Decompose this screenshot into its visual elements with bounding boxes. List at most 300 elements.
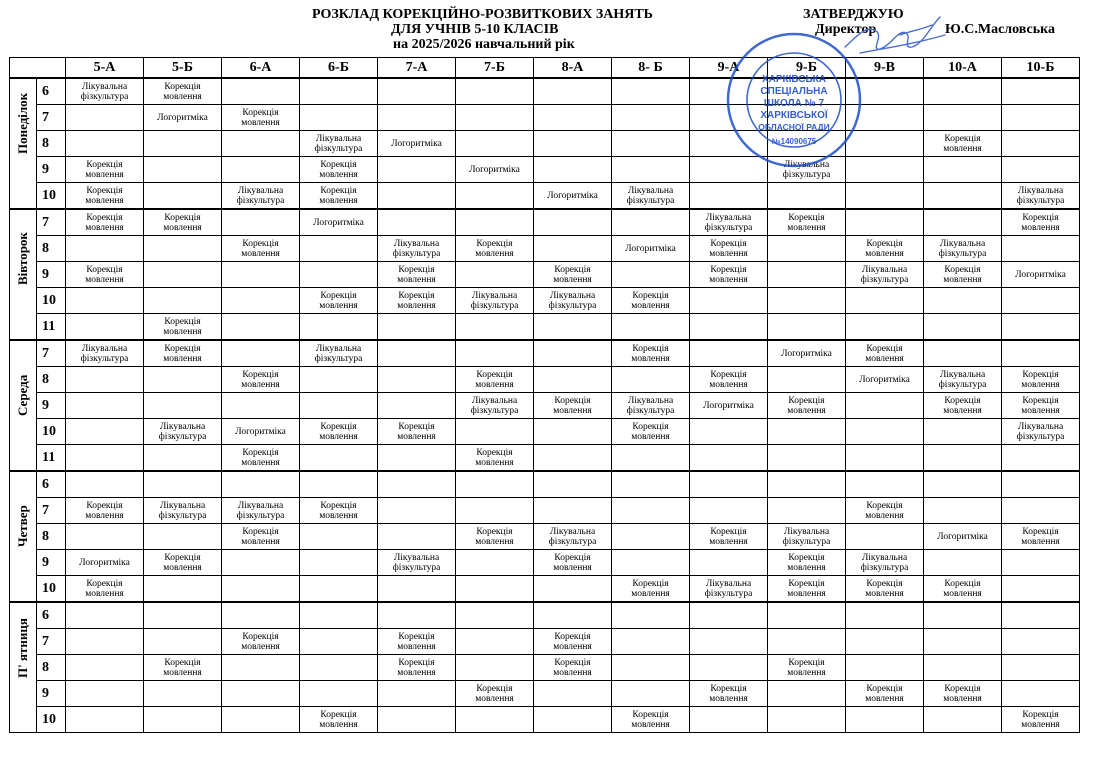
activity-text: Лікувальна [705, 212, 752, 223]
schedule-cell [768, 236, 846, 262]
activity-text: мовлення [787, 222, 826, 233]
class-header: 6-А [222, 58, 300, 79]
schedule-cell [378, 550, 456, 576]
lesson-row [10, 367, 1080, 393]
schedule-cell [378, 681, 456, 707]
activity-text: Корекція [788, 552, 825, 563]
activity-text: фізкультура [626, 405, 675, 416]
activity-text: Корекція [1022, 709, 1059, 720]
schedule-cell [144, 681, 222, 707]
schedule-cell [456, 236, 534, 262]
day-label [10, 471, 37, 602]
schedule-cell [768, 262, 846, 288]
schedule-cell [300, 131, 378, 157]
activity-text: Корекція [476, 447, 513, 458]
activity-text: Корекція [710, 526, 747, 537]
schedule-cell [924, 629, 1002, 655]
day-name: Вівторок [15, 231, 30, 285]
schedule-cell [924, 393, 1002, 419]
day-name: Четвер [15, 504, 30, 547]
schedule-cell [66, 131, 144, 157]
schedule-cell [456, 78, 534, 105]
activity-text: Корекція [788, 578, 825, 589]
activity-text: мовлення [319, 431, 358, 442]
schedule-cell [690, 550, 768, 576]
schedule-cell [768, 288, 846, 314]
schedule-cell [690, 445, 768, 472]
activity-text: Корекція [164, 343, 201, 354]
activity-text: мовлення [163, 222, 202, 233]
activity-text: Логоритміка [1015, 269, 1066, 280]
schedule-cell [612, 550, 690, 576]
schedule-cell [456, 209, 534, 236]
schedule-cell [456, 314, 534, 341]
schedule-cell [144, 629, 222, 655]
activity-text: мовлення [709, 536, 748, 547]
activity-text: фізкультура [938, 248, 987, 259]
lesson-row [10, 550, 1080, 576]
activity-text: фізкультура [860, 562, 909, 573]
activity-text: фізкультура [548, 300, 597, 311]
schedule-cell [378, 157, 456, 183]
activity-text: Корекція [788, 657, 825, 668]
schedule-cell [768, 209, 846, 236]
schedule-cell [300, 445, 378, 472]
schedule-cell [768, 471, 846, 498]
schedule-cell [66, 498, 144, 524]
lesson-number: 9 [37, 262, 66, 288]
activity-text: мовлення [631, 719, 670, 730]
activity-text: Лікувальна [393, 552, 440, 563]
activity-text: Корекція [944, 395, 981, 406]
schedule-cell [222, 498, 300, 524]
schedule-cell [378, 419, 456, 445]
schedule-cell [768, 576, 846, 603]
schedule-cell [846, 445, 924, 472]
activity-text: Корекція [710, 369, 747, 380]
activity-text: Лікувальна [81, 343, 128, 354]
schedule-cell [144, 524, 222, 550]
activity-text: Корекція [476, 369, 513, 380]
day-label [10, 78, 37, 209]
lesson-number: 10 [37, 288, 66, 314]
schedule-cell [144, 367, 222, 393]
schedule-cell [534, 602, 612, 629]
activity-text: Корекція [554, 657, 591, 668]
activity-text: Логоритміка [937, 531, 988, 542]
activity-text: Корекція [710, 238, 747, 249]
day-label [10, 602, 37, 733]
schedule-cell [534, 236, 612, 262]
activity-text: фізкультура [704, 222, 753, 233]
schedule-cell [768, 707, 846, 733]
schedule-cell [768, 340, 846, 367]
lesson-number: 7 [37, 209, 66, 236]
activity-text: мовлення [865, 248, 904, 259]
svg-text:ХАРКІВСЬКОЇ: ХАРКІВСЬКОЇ [760, 110, 828, 121]
activity-text: мовлення [85, 195, 124, 206]
lesson-number: 10 [37, 707, 66, 733]
schedule-cell [144, 236, 222, 262]
lesson-row [10, 629, 1080, 655]
schedule-cell [1002, 262, 1080, 288]
schedule-cell [924, 209, 1002, 236]
title-line-2: ДЛЯ УЧНІВ 5-10 КЛАСІВ [391, 22, 559, 37]
schedule-cell [300, 681, 378, 707]
activity-text: Корекція [632, 290, 669, 301]
schedule-cell [378, 105, 456, 131]
schedule-cell [612, 524, 690, 550]
lesson-number: 9 [37, 157, 66, 183]
schedule-cell [300, 707, 378, 733]
schedule-cell [66, 340, 144, 367]
schedule-cell [846, 262, 924, 288]
schedule-cell [1002, 629, 1080, 655]
activity-text: Корекція [242, 631, 279, 642]
schedule-cell [378, 78, 456, 105]
schedule-cell [66, 78, 144, 105]
schedule-cell [300, 78, 378, 105]
schedule-cell [222, 367, 300, 393]
schedule-cell [456, 655, 534, 681]
schedule-cell [456, 105, 534, 131]
schedule-cell [534, 157, 612, 183]
schedule-cell [1002, 707, 1080, 733]
schedule-cell [768, 445, 846, 472]
activity-text: мовлення [475, 536, 514, 547]
activity-text: Лікувальна [783, 159, 830, 170]
schedule-cell [846, 550, 924, 576]
schedule-cell [612, 419, 690, 445]
activity-text: Лікувальна [627, 395, 674, 406]
activity-text: мовлення [475, 457, 514, 468]
svg-text:ХАРКІВСЬКА: ХАРКІВСЬКА [761, 74, 827, 85]
activity-text: Корекція [86, 264, 123, 275]
lesson-row [10, 78, 1080, 105]
activity-text: мовлення [787, 588, 826, 599]
schedule-cell [300, 340, 378, 367]
activity-text: фізкультура [314, 143, 363, 154]
activity-text: Корекція [398, 290, 435, 301]
activity-text: фізкультура [1016, 431, 1065, 442]
activity-text: Логоритміка [469, 164, 520, 175]
schedule-cell [1002, 209, 1080, 236]
activity-text: мовлення [553, 274, 592, 285]
schedule-cell [846, 471, 924, 498]
schedule-cell [144, 183, 222, 210]
lesson-row [10, 236, 1080, 262]
activity-text: Корекція [554, 395, 591, 406]
schedule-cell [378, 314, 456, 341]
schedule-cell [534, 419, 612, 445]
schedule-cell [924, 419, 1002, 445]
schedule-cell [690, 288, 768, 314]
activity-text: мовлення [475, 248, 514, 259]
schedule-cell [534, 131, 612, 157]
schedule-cell [690, 209, 768, 236]
schedule-cell [456, 576, 534, 603]
schedule-cell [690, 262, 768, 288]
activity-text: Корекція [320, 421, 357, 432]
schedule-cell [222, 445, 300, 472]
schedule-cell [768, 367, 846, 393]
schedule-cell [1002, 340, 1080, 367]
schedule-cell [456, 393, 534, 419]
schedule-cell [66, 105, 144, 131]
activity-text: Корекція [632, 421, 669, 432]
schedule-cell [144, 131, 222, 157]
schedule-cell [768, 393, 846, 419]
schedule-table [9, 57, 1080, 733]
schedule-cell [144, 209, 222, 236]
schedule-cell [300, 314, 378, 341]
schedule-cell [300, 157, 378, 183]
approved-label: ЗАТВЕРДЖУЮ [803, 7, 904, 22]
lesson-number: 8 [37, 236, 66, 262]
lesson-number: 7 [37, 498, 66, 524]
schedule-cell [66, 209, 144, 236]
schedule-cell [456, 288, 534, 314]
activity-text: Корекція [866, 343, 903, 354]
schedule-cell [534, 445, 612, 472]
schedule-cell [300, 288, 378, 314]
schedule-cell [690, 367, 768, 393]
schedule-cell [66, 602, 144, 629]
schedule-cell [456, 681, 534, 707]
schedule-cell [144, 471, 222, 498]
schedule-cell [924, 445, 1002, 472]
schedule-cell [534, 105, 612, 131]
schedule-cell [1002, 314, 1080, 341]
schedule-cell [144, 445, 222, 472]
schedule-cell [534, 393, 612, 419]
activity-text: Корекція [1022, 395, 1059, 406]
schedule-cell [846, 524, 924, 550]
schedule-cell [1002, 681, 1080, 707]
activity-text: мовлення [397, 274, 436, 285]
activity-text: мовлення [397, 641, 436, 652]
schedule-cell [846, 183, 924, 210]
activity-text: фізкультура [470, 300, 519, 311]
schedule-cell [924, 576, 1002, 603]
activity-text: Логоритміка [859, 374, 910, 385]
lesson-number: 10 [37, 419, 66, 445]
schedule-cell [222, 183, 300, 210]
schedule-cell [66, 471, 144, 498]
schedule-cell [768, 183, 846, 210]
schedule-cell [300, 209, 378, 236]
activity-text: Корекція [944, 264, 981, 275]
activity-text: Корекція [320, 185, 357, 196]
schedule-cell [924, 262, 1002, 288]
class-header: 5-Б [144, 58, 222, 79]
schedule-cell [612, 262, 690, 288]
class-header: 9-Б [768, 58, 846, 79]
schedule-cell [222, 393, 300, 419]
schedule-cell [768, 602, 846, 629]
activity-text: Корекція [788, 212, 825, 223]
activity-text: мовлення [85, 222, 124, 233]
director-name: Ю.С.Масловська [945, 22, 1056, 37]
schedule-cell [690, 498, 768, 524]
schedule-cell [222, 209, 300, 236]
schedule-cell [612, 157, 690, 183]
schedule-cell [690, 629, 768, 655]
activity-text: фізкультура [392, 562, 441, 573]
schedule-cell [1002, 445, 1080, 472]
schedule-cell [768, 524, 846, 550]
schedule-cell [846, 288, 924, 314]
activity-text: Корекція [164, 552, 201, 563]
schedule-cell [66, 157, 144, 183]
schedule-cell [456, 131, 534, 157]
activity-text: мовлення [241, 641, 280, 652]
schedule-cell [612, 471, 690, 498]
activity-text: Корекція [320, 159, 357, 170]
schedule-cell [300, 655, 378, 681]
schedule-cell [378, 602, 456, 629]
activity-text: Лікувальна [315, 133, 362, 144]
class-header: 9-В [846, 58, 924, 79]
schedule-cell [378, 707, 456, 733]
activity-text: мовлення [865, 510, 904, 521]
schedule-cell [144, 393, 222, 419]
schedule-cell [144, 602, 222, 629]
activity-text: мовлення [85, 510, 124, 521]
schedule-cell [66, 314, 144, 341]
activity-text: Лікувальна [1017, 421, 1064, 432]
schedule-cell [612, 602, 690, 629]
schedule-cell [300, 419, 378, 445]
lesson-row [10, 262, 1080, 288]
schedule-cell [612, 681, 690, 707]
lesson-number: 6 [37, 471, 66, 498]
schedule-cell [300, 471, 378, 498]
schedule-cell [66, 393, 144, 419]
lesson-number: 8 [37, 524, 66, 550]
schedule-cell [378, 340, 456, 367]
activity-text: Корекція [86, 185, 123, 196]
activity-text: мовлення [163, 667, 202, 678]
schedule-cell [690, 340, 768, 367]
schedule-cell [1002, 367, 1080, 393]
schedule-cell [1002, 524, 1080, 550]
schedule-cell [534, 471, 612, 498]
lesson-row [10, 576, 1080, 603]
activity-text: Лікувальна [549, 526, 596, 537]
activity-text: фізкультура [470, 405, 519, 416]
schedule-cell [690, 524, 768, 550]
activity-text: Логоритміка [79, 557, 130, 568]
lesson-row [10, 183, 1080, 210]
schedule-cell [300, 550, 378, 576]
schedule-cell [924, 367, 1002, 393]
schedule-cell [456, 157, 534, 183]
schedule-cell [924, 314, 1002, 341]
lesson-number: 6 [37, 602, 66, 629]
activity-text: Корекція [476, 683, 513, 694]
schedule-cell [222, 236, 300, 262]
activity-text: Корекція [554, 552, 591, 563]
schedule-cell [222, 602, 300, 629]
activity-text: фізкультура [392, 248, 441, 259]
school-stamp [724, 30, 864, 170]
activity-text: мовлення [397, 431, 436, 442]
activity-text: Лікувальна [1017, 185, 1064, 196]
schedule-cell [222, 419, 300, 445]
svg-text:ОБЛАСНОЇ РАДИ: ОБЛАСНОЇ РАДИ [758, 122, 830, 132]
schedule-cell [222, 524, 300, 550]
activity-text: мовлення [163, 326, 202, 337]
schedule-cell [378, 209, 456, 236]
activity-text: Корекція [788, 395, 825, 406]
activity-text: мовлення [241, 457, 280, 468]
activity-text: фізкультура [80, 353, 129, 364]
schedule-cell [144, 340, 222, 367]
schedule-cell [456, 445, 534, 472]
schedule-cell [1002, 498, 1080, 524]
schedule-cell [1002, 131, 1080, 157]
lesson-row [10, 445, 1080, 472]
schedule-cell [456, 471, 534, 498]
activity-text: Корекція [86, 159, 123, 170]
schedule-cell [378, 367, 456, 393]
activity-text: мовлення [787, 667, 826, 678]
lesson-number: 8 [37, 655, 66, 681]
schedule-cell [66, 367, 144, 393]
activity-text: Лікувальна [81, 81, 128, 92]
schedule-cell [222, 78, 300, 105]
activity-text: мовлення [85, 588, 124, 599]
schedule-cell [222, 655, 300, 681]
schedule-cell [924, 183, 1002, 210]
activity-text: Корекція [476, 526, 513, 537]
schedule-cell [690, 576, 768, 603]
schedule-cell [378, 183, 456, 210]
schedule-cell [300, 105, 378, 131]
activity-text: Лікувальна [939, 369, 986, 380]
activity-text: Корекція [944, 578, 981, 589]
schedule-cell [534, 209, 612, 236]
schedule-cell [924, 498, 1002, 524]
activity-text: Корекція [242, 369, 279, 380]
schedule-cell [534, 629, 612, 655]
schedule-cell [144, 157, 222, 183]
schedule-cell [846, 602, 924, 629]
lesson-number: 6 [37, 78, 66, 105]
activity-text: мовлення [163, 562, 202, 573]
schedule-cell [66, 576, 144, 603]
schedule-cell [66, 419, 144, 445]
schedule-cell [1002, 655, 1080, 681]
activity-text: Корекція [632, 343, 669, 354]
lesson-row [10, 314, 1080, 341]
schedule-cell [222, 681, 300, 707]
class-header: 7-А [378, 58, 456, 79]
activity-text: Лікувальна [159, 421, 206, 432]
activity-text: Корекція [866, 500, 903, 511]
activity-text: мовлення [85, 274, 124, 285]
schedule-cell [66, 629, 144, 655]
activity-text: Корекція [242, 447, 279, 458]
activity-text: мовлення [319, 300, 358, 311]
activity-text: Корекція [398, 264, 435, 275]
schedule-cell [66, 681, 144, 707]
lesson-row [10, 602, 1080, 629]
schedule-cell [1002, 288, 1080, 314]
activity-text: Лікувальна [861, 264, 908, 275]
activity-text: мовлення [553, 641, 592, 652]
